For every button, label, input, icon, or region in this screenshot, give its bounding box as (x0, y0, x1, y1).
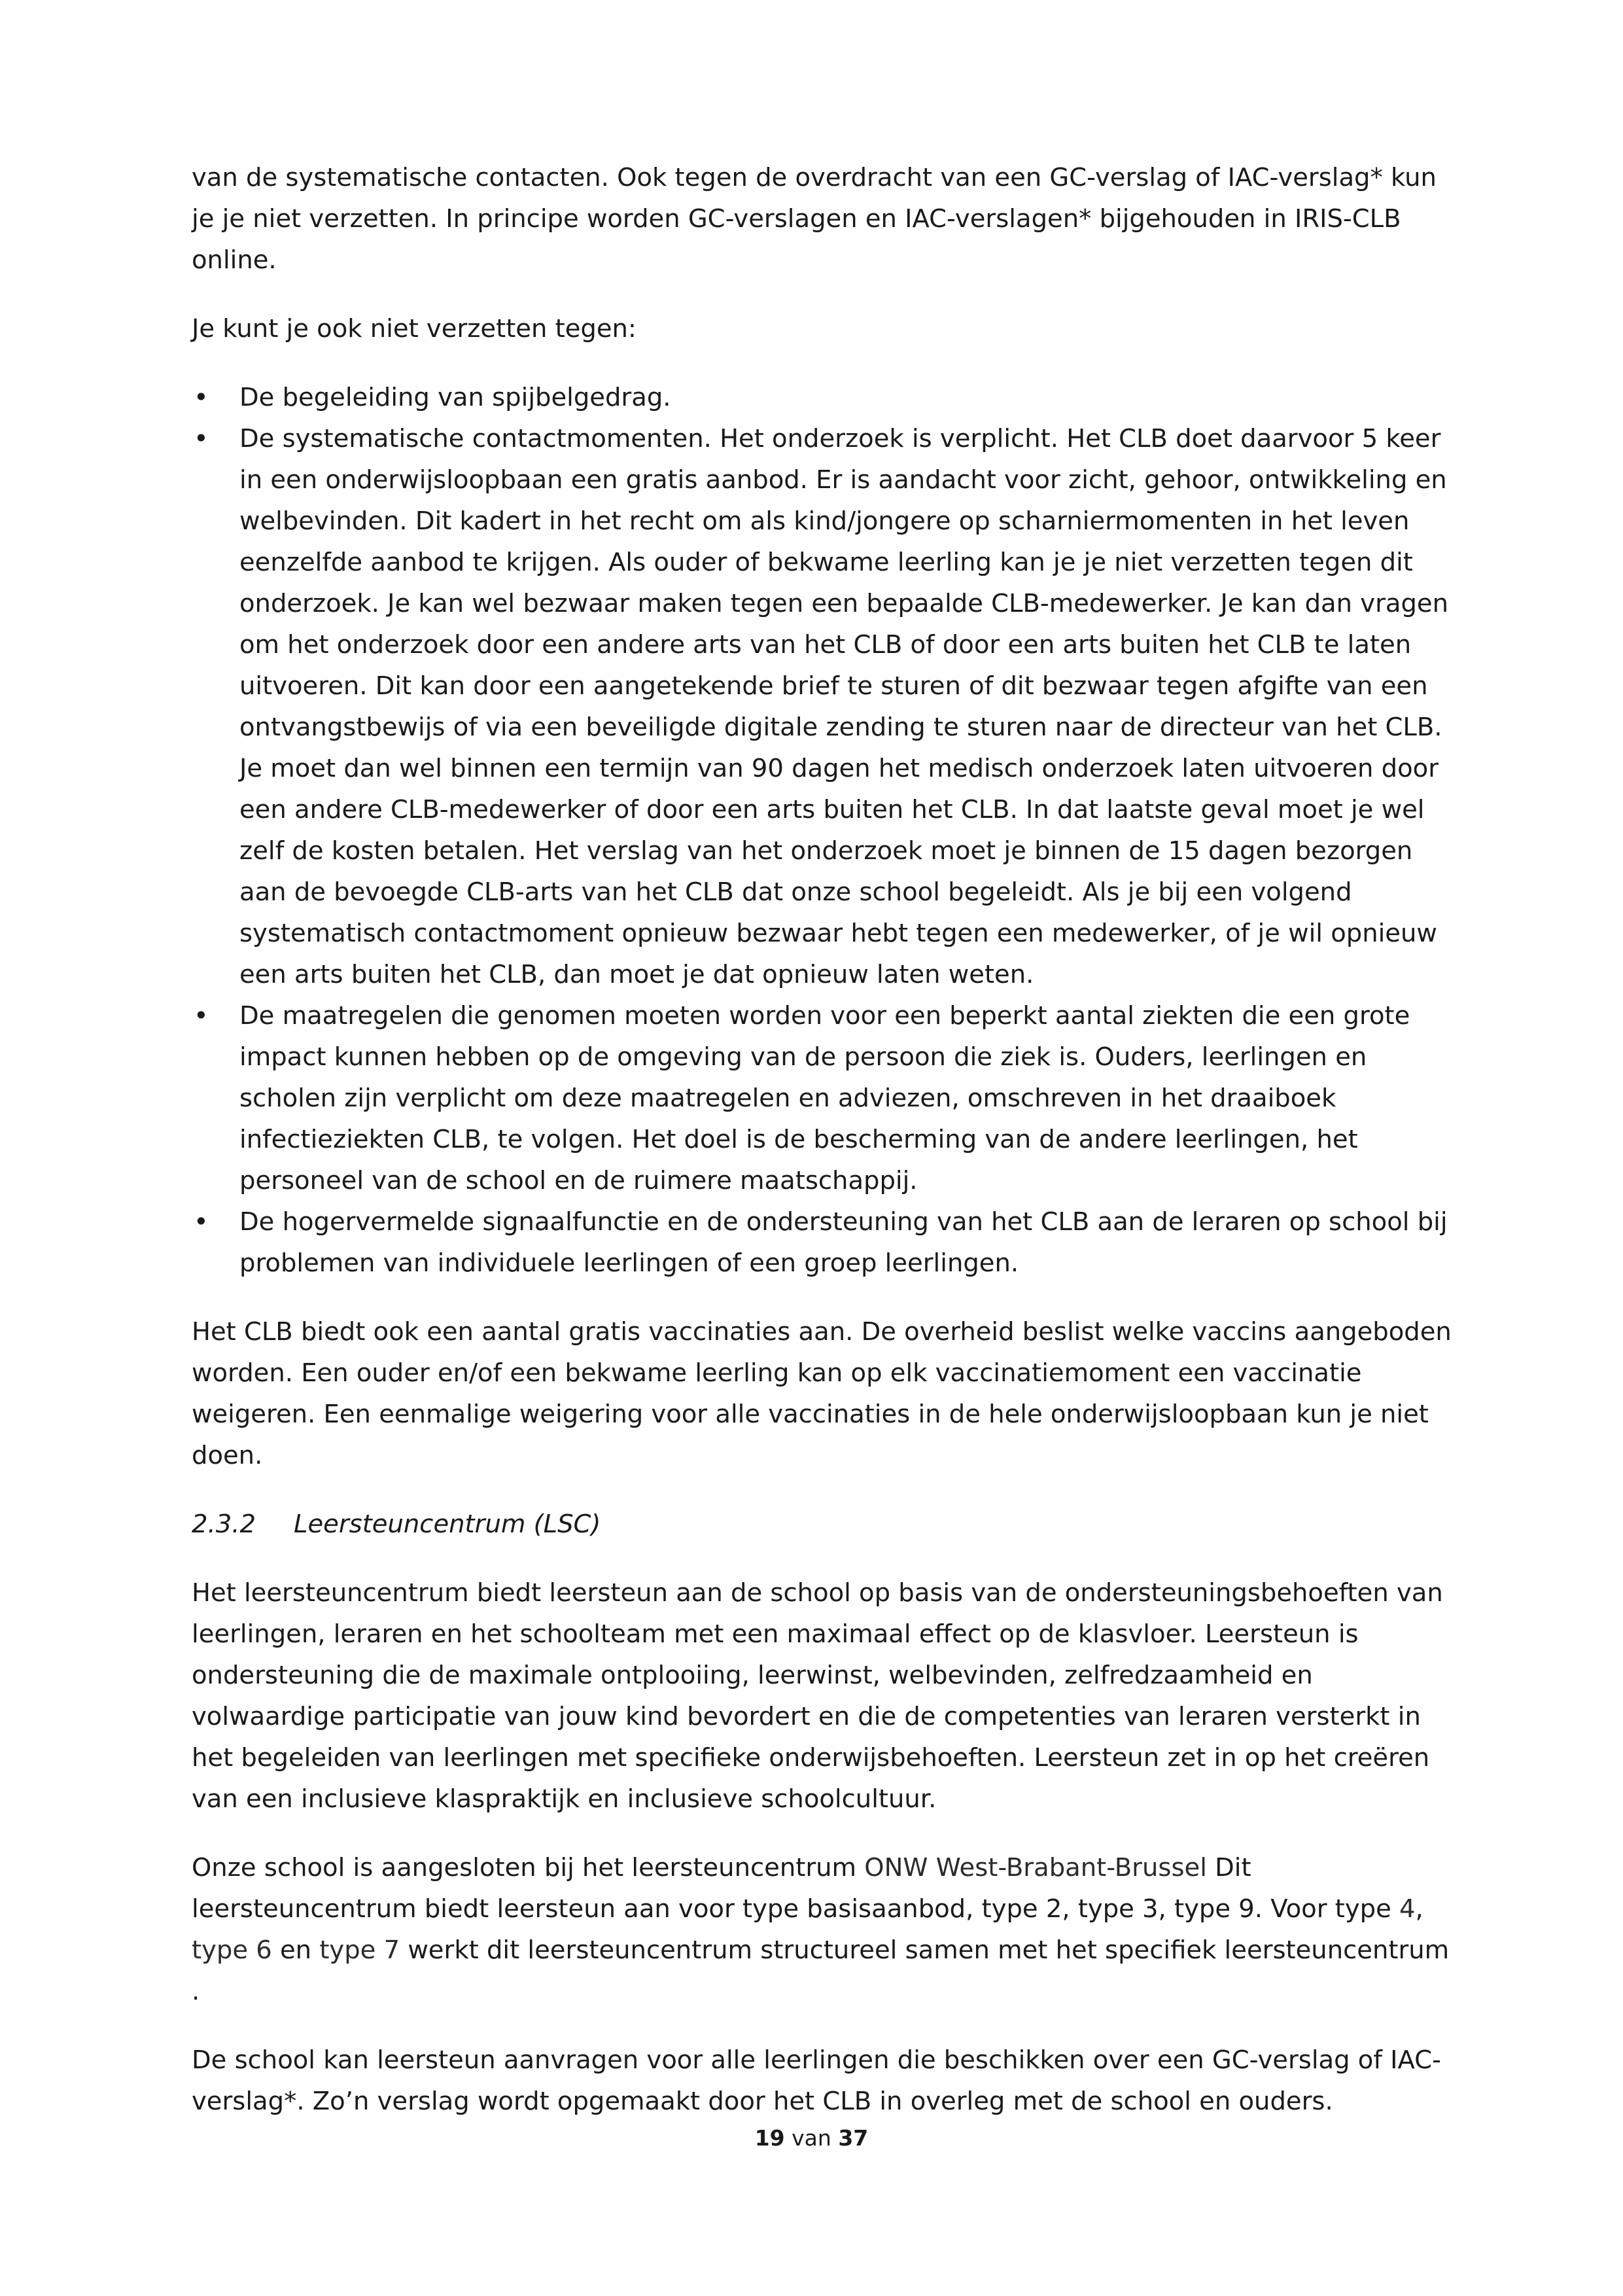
lsc-text-part1: Onze school is aangesloten bij het leersteuncentrum (192, 1853, 865, 1882)
bullet-icon: • (194, 1207, 209, 1237)
lsc-text-part3: werkt dit leersteuncentrum structureel samen met het specifiek leersteuncentrum . (192, 1935, 1450, 2006)
page-separator: van (792, 2125, 831, 2151)
list-item (192, 995, 1454, 1201)
list-item-text: De hogervermelde signaalfunctie en de ondersteuning van het CLB aan de leraren op school bij problemen van individuele leerlingen of een groep leerlingen. (239, 1207, 1448, 1278)
list-item-text: De maatregelen die genomen moeten worden voor een beperkt aantal ziekten die een grote impact kunnen hebben op de omgeving van de persoon die ziek is. Ouders, leerlingen en scholen zijn verplicht om deze maatregelen en adviezen, omschreven in het draaiboek infectieziekten CLB, te volgen. Het doel is de bescherming van de andere leerlingen, het personeel van de school en de ruimere maatschappij. (239, 1001, 1410, 1195)
paragraph-vaccinations: Het CLB biedt ook een aantal gratis vaccinaties aan. De overheid beslist welke vaccins aangeboden worden. Een ouder en/of een bekwame leerling kan op elk vaccinatiemoment een vaccinatie weigeren. Een eenmalige weigering voor alle vaccinaties in de hele onderwijsloopbaan kun je niet doen. (192, 1317, 1452, 1470)
lsc-center-name: ONW West-Brabant-Brussel (864, 1853, 1207, 1882)
bullet-icon: • (194, 1001, 209, 1031)
section-heading (192, 1504, 1454, 1545)
paragraph-objection-intro: Je kunt je ook niet verzetten tegen: (192, 314, 637, 344)
section-number: 2.3.2 (192, 1510, 256, 1539)
paragraph-lsc-request: De school kan leersteun aanvragen voor alle leerlingen die beschikken over een GC-verslag of IAC-verslag*. Zo’n verslag wordt opgemaakt door het CLB in overleg met de school en ouders. (192, 2045, 1441, 2116)
bullet-icon: • (194, 383, 209, 412)
current-page-number: 19 (754, 2125, 785, 2151)
list-item-text: De systematische contactmomenten. Het onderzoek is verplicht. Het CLB doet daarvoor 5 keer in een onderwijsloopbaan een gratis aanbod. Er is aandacht voor zicht, gehoor, ontwikkeling en welbevinden. Dit kadert in het recht om als kind/jongere op scharniermomenten in het leven eenzelfde aanbod te krijgen. Als ouder of bekwame leerling kan je je niet verzetten tegen dit onderzoek. Je kan wel bezwaar maken tegen een bepaalde CLB-medewerker. Je kan dan vragen om het onderzoek door een andere arts van het CLB of door een arts buiten het CLB te laten uitvoeren. Dit kan door een aangetekende brief te sturen of dit bezwaar tegen afgifte van een ontvangstbewijs of via een beveiligde digitale zending te sturen naar de directeur van het CLB. Je moet dan wel binnen een termijn van 90 dagen het medisch onderzoek laten uitvoeren door een andere CLB-medewerker of door een arts buiten het CLB. In dat laatste geval moet je wel zelf de kosten betalen. Het verslag van het onderzoek moet je binnen de 15 dagen bezorgen aan de bevoegde CLB-arts van het CLB dat onze school begeleidt. Als je bij een volgend systematisch contactmoment opnieuw bezwaar hebt tegen een medewerker, of je wil opnieuw een arts buiten het CLB, dan moet je dat opnieuw laten weten. (239, 424, 1449, 989)
lsc-text-en: en (271, 1935, 320, 1965)
lsc-text-part2: Dit leersteuncentrum biedt leersteun aan voor type basisaanbod, type 2, type 3, type 9. Voor type (192, 1853, 1400, 1924)
lsc-text-comma: , (1415, 1894, 1423, 1924)
paragraph-lsc-school (192, 1847, 1454, 2012)
list-item (192, 377, 1454, 418)
list-item (192, 418, 1454, 995)
objection-bullet-list (192, 377, 1454, 1284)
list-item (192, 1201, 1454, 1284)
list-item-text: De begeleiding van spijbelgedrag. (239, 383, 671, 412)
paragraph-lsc-intro: Het leersteuncentrum biedt leersteun aan de school op basis van de ondersteuningsbehoeften van leerlingen, leraren en het schoolteam met een maximaal effect op de klasvloer. Leersteun is ondersteuning die de maximale ontplooiing, leerwinst, welbevinden, zelfredzaamheid en volwaardige participatie van jouw kind bevordert en die de competenties van leraren versterkt in het begeleiden van leerlingen met specifieke onderwijsbehoeften. Leersteun zet in op het creëren van een inclusieve klaspraktijk en inclusieve schoolcultuur. (192, 1578, 1443, 1814)
total-page-count: 37 (838, 2125, 869, 2151)
section-title: Leersteuncentrum (LSC) (294, 1510, 601, 1539)
paragraph-systematic-contacts: van de systematische contacten. Ook tegen de overdracht van een GC-verslag of IAC-verslag* kun je je niet verzetten. In principe worden GC-verslagen en IAC-verslagen* bijgehouden in IRIS-CLB online. (192, 163, 1437, 275)
bullet-icon: • (194, 424, 209, 453)
document-page (192, 157, 1454, 2122)
lsc-type-4: 4 (1399, 1894, 1416, 1924)
lsc-type-7: type 7 (319, 1935, 400, 1965)
page-number-footer (0, 2125, 1623, 2151)
lsc-type-6: type 6 (192, 1935, 272, 1965)
